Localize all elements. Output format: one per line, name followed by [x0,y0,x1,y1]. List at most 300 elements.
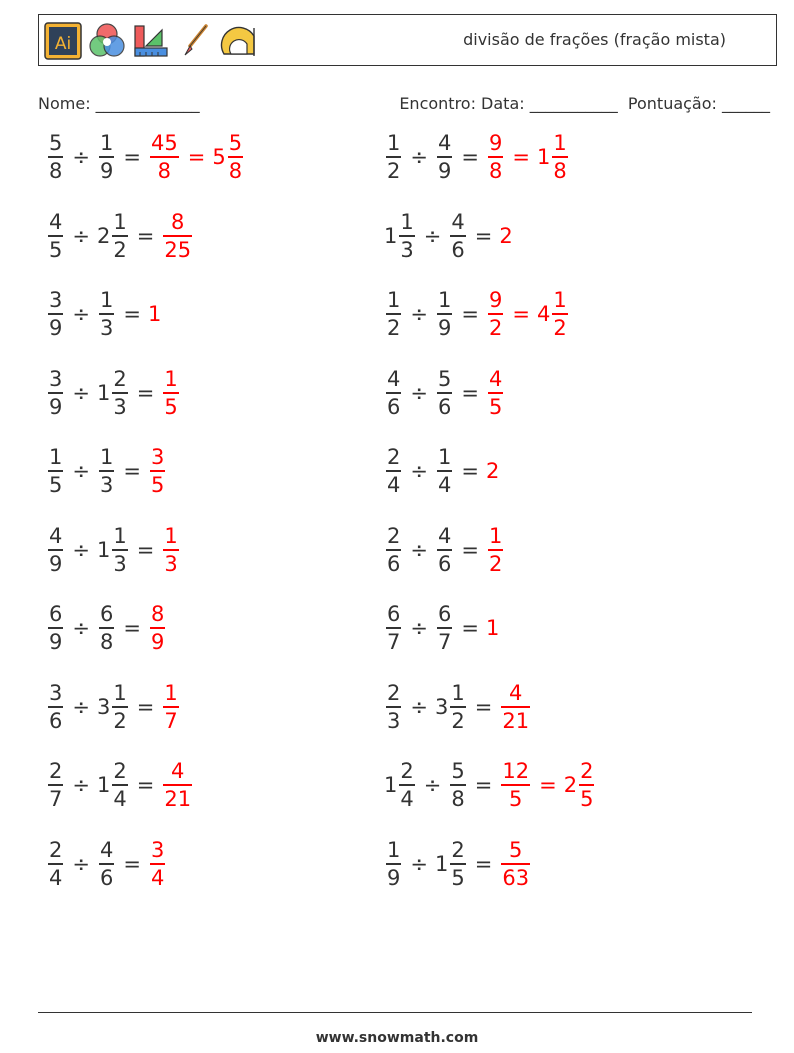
fraction [112,209,127,263]
fraction [450,680,465,734]
answer [499,837,532,891]
fraction [150,837,165,891]
footer-url: www.snowmath.com [315,1030,479,1046]
denominator: 2 [113,708,127,733]
denominator: 5 [509,787,523,811]
denominator: 8 [451,787,465,811]
equals-sign: = [461,616,479,640]
whole-part: 1 [485,616,500,640]
divide-sign: ÷ [72,223,90,248]
answer [486,287,570,341]
numerator: 1 [488,523,503,548]
answer [486,130,570,184]
fraction [48,523,63,577]
equals-sign: = [461,459,479,483]
whole-part: 5 [212,145,226,169]
denominator: 63 [502,865,530,890]
equals-sign: = [136,773,155,797]
divide-sign: ÷ [410,380,428,405]
fraction [99,837,114,891]
denominator: 4 [387,473,401,497]
fraction [488,130,503,184]
fraction [150,601,165,655]
denominator: 8 [49,159,63,183]
denominator: 5 [488,394,503,419]
mixed-number [148,302,161,326]
problem-item [384,519,505,581]
equals-sign: = [136,694,155,719]
mixed-number [46,680,65,734]
numerator: 9 [488,288,503,312]
fraction [48,680,63,734]
numerator: 2 [49,759,63,783]
fraction [386,837,401,891]
fraction [437,130,452,184]
mixed-number [486,523,505,577]
answer [161,680,180,734]
numerator: 4 [509,680,523,705]
whole-part: 1 [96,773,111,797]
fraction [501,680,530,734]
fraction [48,209,63,263]
numerator: 1 [113,523,127,548]
numerator: 4 [387,366,401,391]
problem-item [46,362,181,424]
mixed-number [212,130,245,184]
fraction [488,523,503,577]
answer [161,366,180,420]
numerator: 2 [580,759,594,783]
mixed-number [161,209,194,263]
denominator: 4 [400,787,414,811]
problem-item [46,283,161,345]
denominator: 8 [553,159,567,183]
denominator: 6 [387,551,401,576]
numerator: 3 [150,837,165,862]
denominator: 4 [113,787,127,811]
mixed-number [46,209,65,263]
mixed-number [384,209,417,263]
numerator: 1 [164,523,178,548]
numerator: 1 [451,680,465,705]
mixed-number [537,130,570,184]
numerator: 2 [400,759,414,783]
problem-item [46,754,194,816]
mixed-number [97,130,116,184]
equals-sign: = [136,537,155,562]
fraction [501,837,530,891]
fraction [386,444,401,498]
divide-sign: ÷ [72,380,90,405]
fraction [579,758,594,812]
mixed-number [384,758,417,812]
equals-sign: = [474,694,493,719]
whole-part: 2 [485,459,500,483]
numerator: 1 [99,445,114,469]
mixed-number [486,287,505,341]
denominator: 5 [580,787,594,811]
fraction [112,680,127,734]
divide-sign: ÷ [410,302,428,326]
header-icons [44,20,258,62]
mixed-number [97,287,116,341]
mixed-number [486,616,499,640]
equals-sign: = [123,302,141,326]
equals-sign: = [474,851,493,876]
equals-sign: = [539,773,557,797]
numerator: 4 [451,209,465,234]
problem-item [46,833,167,895]
fraction [386,680,401,734]
fraction [48,758,63,812]
denominator: 8 [99,630,114,654]
footer-divider [38,1012,752,1013]
numerator: 1 [400,209,414,234]
numerator: 1 [113,680,127,705]
equals-sign: = [123,851,141,876]
numerator: 3 [49,680,63,705]
numerator: 4 [49,523,63,548]
mixed-number [448,209,467,263]
fraction [150,444,165,498]
denominator: 3 [113,551,127,576]
denominator: 5 [451,865,465,890]
numerator: 6 [99,602,114,626]
mixed-number [499,680,532,734]
fraction [450,758,465,812]
fraction [450,837,465,891]
mixed-number [435,680,468,734]
mixed-number [486,366,505,420]
numerator: 45 [150,131,178,155]
worksheet-header [38,14,777,66]
numerator: 2 [451,837,465,862]
fraction [99,287,114,341]
mixed-number [499,837,532,891]
paintbrush-icon [176,22,214,60]
problem-item [46,126,245,188]
divide-sign: ÷ [410,851,428,876]
denominator: 6 [437,551,452,576]
mixed-number [499,224,512,248]
mixed-number [435,366,454,420]
answer [486,366,505,420]
denominator: 21 [164,787,192,811]
fraction [501,758,530,812]
fraction [99,444,114,498]
denominator: 9 [49,630,63,654]
mixed-number [486,130,505,184]
denominator: 8 [228,159,243,183]
mixed-number [148,601,167,655]
numerator: 5 [228,131,243,155]
equals-sign: = [512,145,530,169]
whole-part: 1 [536,145,551,169]
problem-item [46,519,181,581]
divide-sign: ÷ [72,302,90,326]
whole-part: 1 [96,537,111,562]
mixed-number [46,837,65,891]
fraction [386,523,401,577]
mixed-number [97,444,116,498]
divide-sign: ÷ [423,773,442,797]
equals-sign: = [474,773,493,797]
numerator: 4 [437,523,452,548]
answer [499,680,532,734]
numerator: 1 [437,445,452,469]
denominator: 25 [164,237,192,262]
problem-item [46,205,194,267]
answer [148,601,167,655]
whole-part: 1 [434,851,449,876]
denominator: 7 [49,787,63,811]
answer [486,616,499,640]
divide-sign: ÷ [410,616,428,640]
problem-item [46,440,167,502]
protractor-icon [220,22,258,60]
problem-item [384,833,532,895]
numerator: 12 [502,759,530,783]
ai-tablet-icon [44,22,82,60]
fraction [99,130,114,184]
denominator: 3 [387,708,401,733]
fraction [48,287,63,341]
numerator: 1 [437,288,452,312]
denominator: 4 [437,473,452,497]
mixed-number [384,287,403,341]
denominator: 4 [49,865,63,890]
denominator: 3 [99,473,114,497]
mixed-number [46,758,65,812]
fraction [163,366,178,420]
denominator: 4 [150,865,165,890]
fraction [552,130,567,184]
numerator: 1 [387,131,401,155]
mixed-number [46,366,65,420]
divide-sign: ÷ [72,851,90,876]
numerator: 8 [171,209,185,234]
mixed-number [97,523,130,577]
denominator: 7 [164,708,178,733]
problem-item [384,754,596,816]
mixed-number [384,444,403,498]
equals-sign: = [136,380,155,405]
denominator: 3 [113,394,127,419]
fraction [386,287,401,341]
mixed-number [537,287,570,341]
fraction [386,130,401,184]
denominator: 3 [400,237,414,262]
mixed-number [46,523,65,577]
mixed-number [499,758,532,812]
denominator: 5 [164,394,178,419]
mixed-number [97,837,116,891]
divide-sign: ÷ [72,145,90,169]
fraction [112,366,127,420]
denominator: 3 [164,551,178,576]
mixed-number [161,523,180,577]
mixed-number [435,837,468,891]
fraction [488,287,503,341]
fraction [437,366,452,420]
problem-item [384,440,499,502]
denominator: 9 [150,630,165,654]
problem-item [384,205,513,267]
problem-item [384,126,570,188]
problem-item [384,597,499,659]
fraction [163,523,178,577]
numerator: 1 [387,837,401,862]
denominator: 2 [451,708,465,733]
denominator: 7 [437,630,452,654]
equals-sign: = [474,223,493,248]
mixed-number [384,601,403,655]
mixed-number [486,459,499,483]
denominator: 9 [49,394,63,419]
equals-sign: = [187,145,206,169]
numerator: 4 [437,131,452,155]
fraction [150,130,179,184]
fraction [112,758,127,812]
divide-sign: ÷ [72,773,90,797]
numerator: 6 [49,602,63,626]
mixed-number [435,523,454,577]
equals-sign: = [461,537,479,562]
mixed-number [46,444,65,498]
denominator: 6 [451,237,465,262]
numerator: 2 [387,445,401,469]
problem-item [384,676,532,738]
problem-item [46,676,181,738]
divide-sign: ÷ [72,537,90,562]
denominator: 2 [488,551,503,576]
numerator: 1 [99,131,114,155]
mixed-number [46,287,65,341]
fraction [48,601,63,655]
name-field-label: Nome: _____________ [38,94,200,113]
denominator: 9 [437,316,452,340]
mixed-number [97,601,116,655]
mixed-number [46,130,65,184]
numerator: 1 [387,288,401,312]
answer [486,523,505,577]
denominator: 9 [387,865,401,890]
mixed-number [161,758,194,812]
date-score-label: Encontro: Data: ___________ Pontuação: ______ [399,94,770,113]
numerator: 2 [387,680,401,705]
answer [148,444,167,498]
answer [486,459,499,483]
fraction [437,523,452,577]
fraction [99,601,114,655]
numerator: 6 [437,602,452,626]
whole-part: 4 [536,302,551,326]
denominator: 9 [437,159,452,183]
whole-part: 2 [563,773,578,797]
numerator: 9 [488,131,503,155]
mixed-number [435,444,454,498]
divide-sign: ÷ [72,616,90,640]
denominator: 6 [99,865,114,890]
fraction [48,837,63,891]
numerator: 1 [553,288,567,312]
numerator: 5 [437,366,452,391]
fraction [163,209,192,263]
denominator: 9 [99,159,114,183]
equals-sign: = [461,302,479,326]
denominator: 2 [113,237,127,262]
denominator: 7 [387,630,401,654]
numerator: 4 [171,759,185,783]
fraction [48,444,63,498]
whole-part: 3 [434,694,449,719]
numerator: 4 [99,837,114,862]
numerator: 5 [49,131,63,155]
whole-part: 1 [384,773,398,797]
worksheet-title: divisão de frações (fração mista) [463,30,726,49]
fraction [399,758,414,812]
numerator: 3 [150,445,165,469]
answer [499,758,596,812]
whole-part: 2 [96,223,111,248]
fraction [386,601,401,655]
divide-sign: ÷ [410,145,428,169]
mixed-number [384,523,403,577]
mixed-number [384,130,403,184]
numerator: 5 [451,759,465,783]
problem-item [46,597,167,659]
denominator: 2 [553,316,567,340]
denominator: 6 [437,394,452,419]
problem-item [384,362,505,424]
divide-sign: ÷ [423,223,442,248]
mixed-number [435,130,454,184]
denominator: 2 [488,316,503,340]
mixed-number [97,366,130,420]
fraction [48,130,63,184]
mixed-number [384,680,403,734]
mixed-number [46,601,65,655]
mixed-number [148,837,167,891]
fraction [437,601,452,655]
equals-sign: = [123,145,141,169]
numerator: 5 [509,837,523,862]
whole-part: 1 [96,380,111,405]
answer [161,523,180,577]
mixed-number [564,758,597,812]
mixed-number [97,209,130,263]
ruler-set-icon [132,22,170,60]
mixed-number [161,366,180,420]
whole-part: 2 [499,223,513,248]
divide-sign: ÷ [72,459,90,483]
numerator: 4 [49,209,63,234]
whole-part: 1 [384,223,398,248]
numerator: 2 [113,366,127,391]
numerator: 1 [49,445,63,469]
fraction [386,366,401,420]
numerator: 1 [99,288,114,312]
denominator: 5 [150,473,165,497]
mixed-number [97,680,130,734]
fraction [450,209,465,263]
divide-sign: ÷ [410,459,428,483]
mixed-number [448,758,467,812]
color-wheel-icon [88,22,126,60]
answer [148,302,161,326]
numerator: 3 [49,366,63,391]
fraction [228,130,243,184]
